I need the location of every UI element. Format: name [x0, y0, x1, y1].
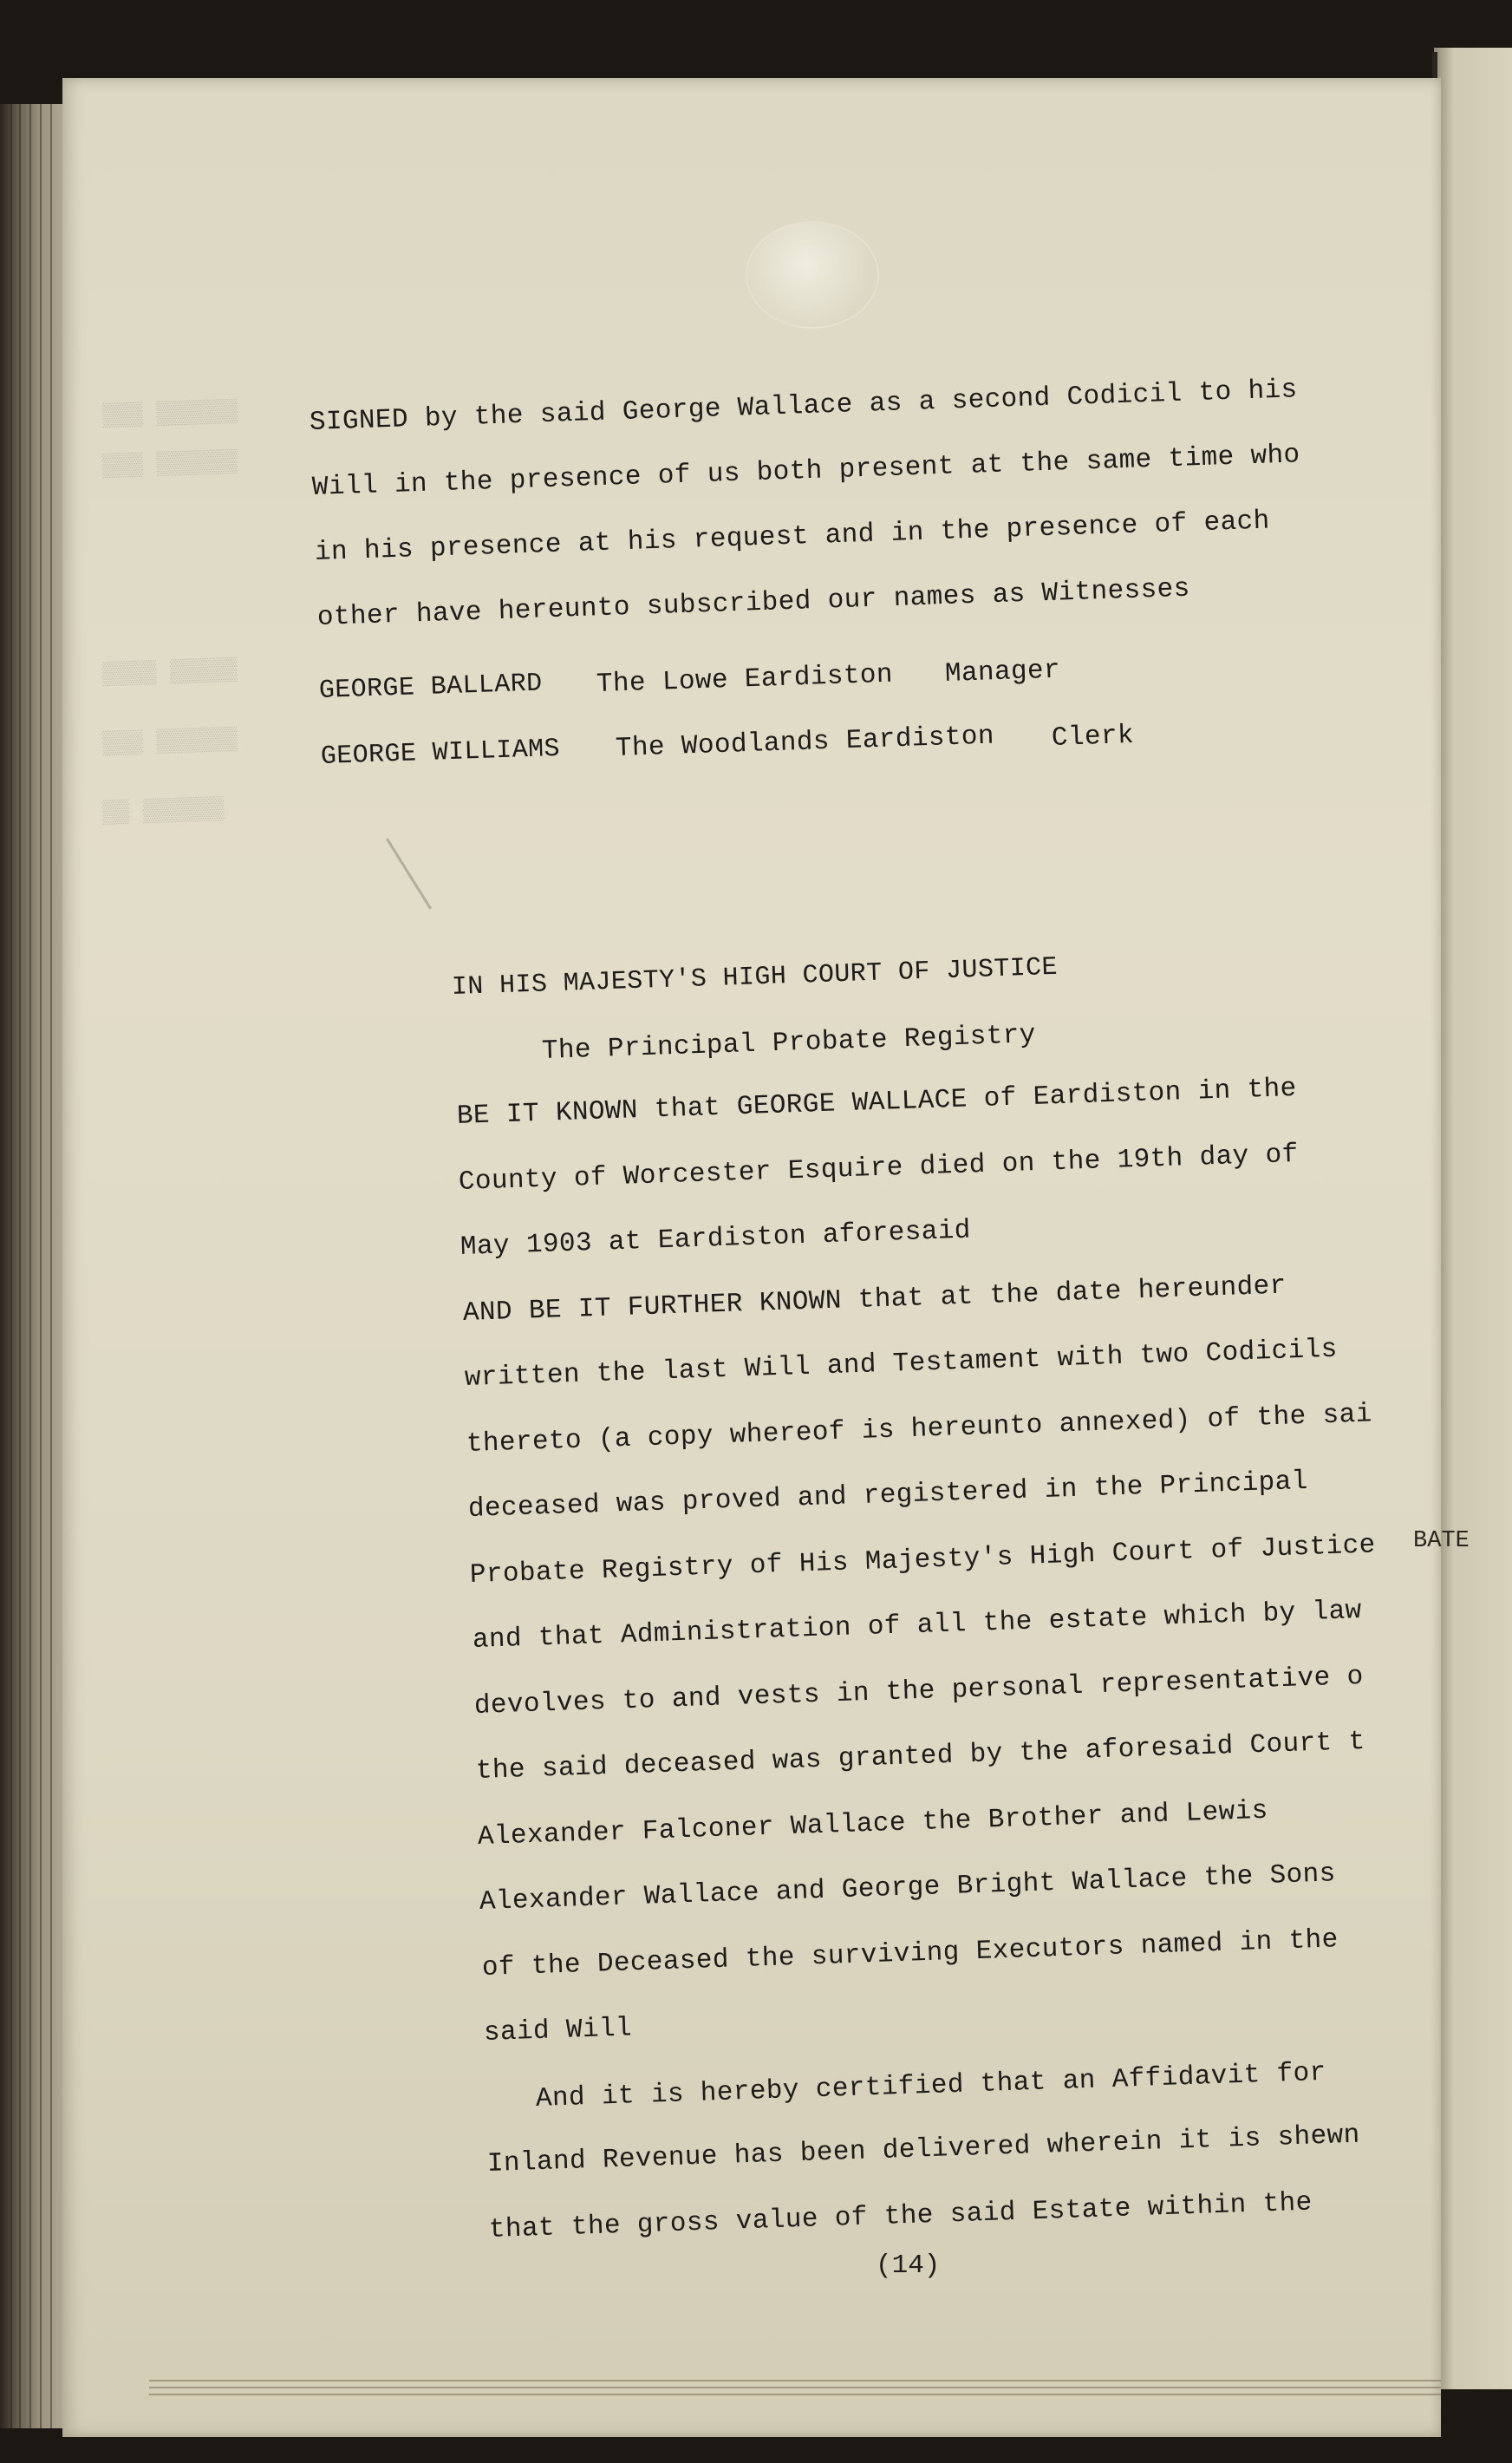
bleed-through-text: ▒▒▒ ▒▒▒▒▒▒	[101, 398, 238, 429]
probate-line: deceased was proved and registered in the Principal	[467, 1466, 1309, 1525]
margin-stamp: BATE	[1413, 1528, 1470, 1554]
probate-line: the said deceased was granted by the aforesaid Court t	[475, 1726, 1366, 1787]
registry-heading: The Principal Probate Registry	[541, 1020, 1037, 1067]
probate-line: written the last Will and Testament with two Codicils	[464, 1334, 1338, 1394]
bleed-through-text: ▒▒ ▒▒▒▒▒▒	[101, 795, 225, 826]
page-number: (14)	[876, 2251, 941, 2281]
attestation-line: other have hereunto subscribed our names as Witnesses	[316, 573, 1191, 633]
facing-page-edge	[1434, 48, 1512, 2389]
embossed-seal	[746, 221, 879, 329]
witness-occupation: Manager	[944, 655, 1061, 689]
probate-line: that the gross value of the said Estate within the	[488, 2187, 1313, 2245]
attestation-line: SIGNED by the said George Wallace as a second Codicil to his	[309, 375, 1299, 438]
probate-line: Probate Registry of His Majesty's High Court of Justice	[469, 1529, 1377, 1591]
probate-line: devolves to and vests in the personal representative o	[473, 1661, 1364, 1721]
probate-line: County of Worcester Esquire died on the 19th day of	[458, 1139, 1300, 1198]
witness-address: The Woodlands Eardiston	[615, 721, 995, 764]
probate-line: May 1903 at Eardiston aforesaid	[459, 1215, 972, 1263]
probate-line: thereto (a copy whereof is hereunto annexed) of the sai	[466, 1398, 1373, 1460]
witness-name: GEORGE WILLIAMS	[320, 734, 561, 772]
probate-line: Alexander Falconer Wallace the Brother and Lewis	[477, 1795, 1269, 1852]
attestation-line: in his presence at his request and in the presence of each	[314, 506, 1271, 568]
witness-name: GEORGE BALLARD	[318, 669, 544, 706]
book-spine-edge	[0, 104, 69, 2428]
probate-line: of the Deceased the surviving Executors named in the	[481, 1924, 1339, 1983]
bleed-through-text: ▒▒▒ ▒▒▒▒▒▒	[101, 726, 238, 757]
witness-address: The Lowe Eardiston	[596, 659, 894, 700]
probate-line: and that Administration of all the estate which by law	[472, 1595, 1362, 1656]
probate-line: said Will	[483, 2013, 633, 2048]
page-stack-lines	[149, 2380, 1441, 2402]
probate-line: And it is hereby certified that an Affidavit for	[535, 2057, 1327, 2114]
attestation-line: Will in the presence of us both present at the same time who	[311, 440, 1301, 503]
court-heading: IN HIS MAJESTY'S HIGH COURT OF JUSTICE	[451, 952, 1059, 1003]
probate-line: BE IT KNOWN that GEORGE WALLACE of Eardiston in the	[456, 1073, 1298, 1132]
probate-line: Alexander Wallace and George Bright Wallace the Sons	[479, 1859, 1337, 1917]
probate-line: AND BE IT FURTHER KNOWN that at the date hereunder	[462, 1271, 1287, 1329]
bleed-through-text: ▒▒▒▒ ▒▒▒▒▒	[101, 657, 238, 688]
probate-line: Inland Revenue has been delivered wherein it is shewn	[486, 2120, 1361, 2179]
witness-occupation: Clerk	[1051, 720, 1135, 754]
bleed-through-text: ▒▒▒ ▒▒▒▒▒▒	[101, 448, 238, 480]
